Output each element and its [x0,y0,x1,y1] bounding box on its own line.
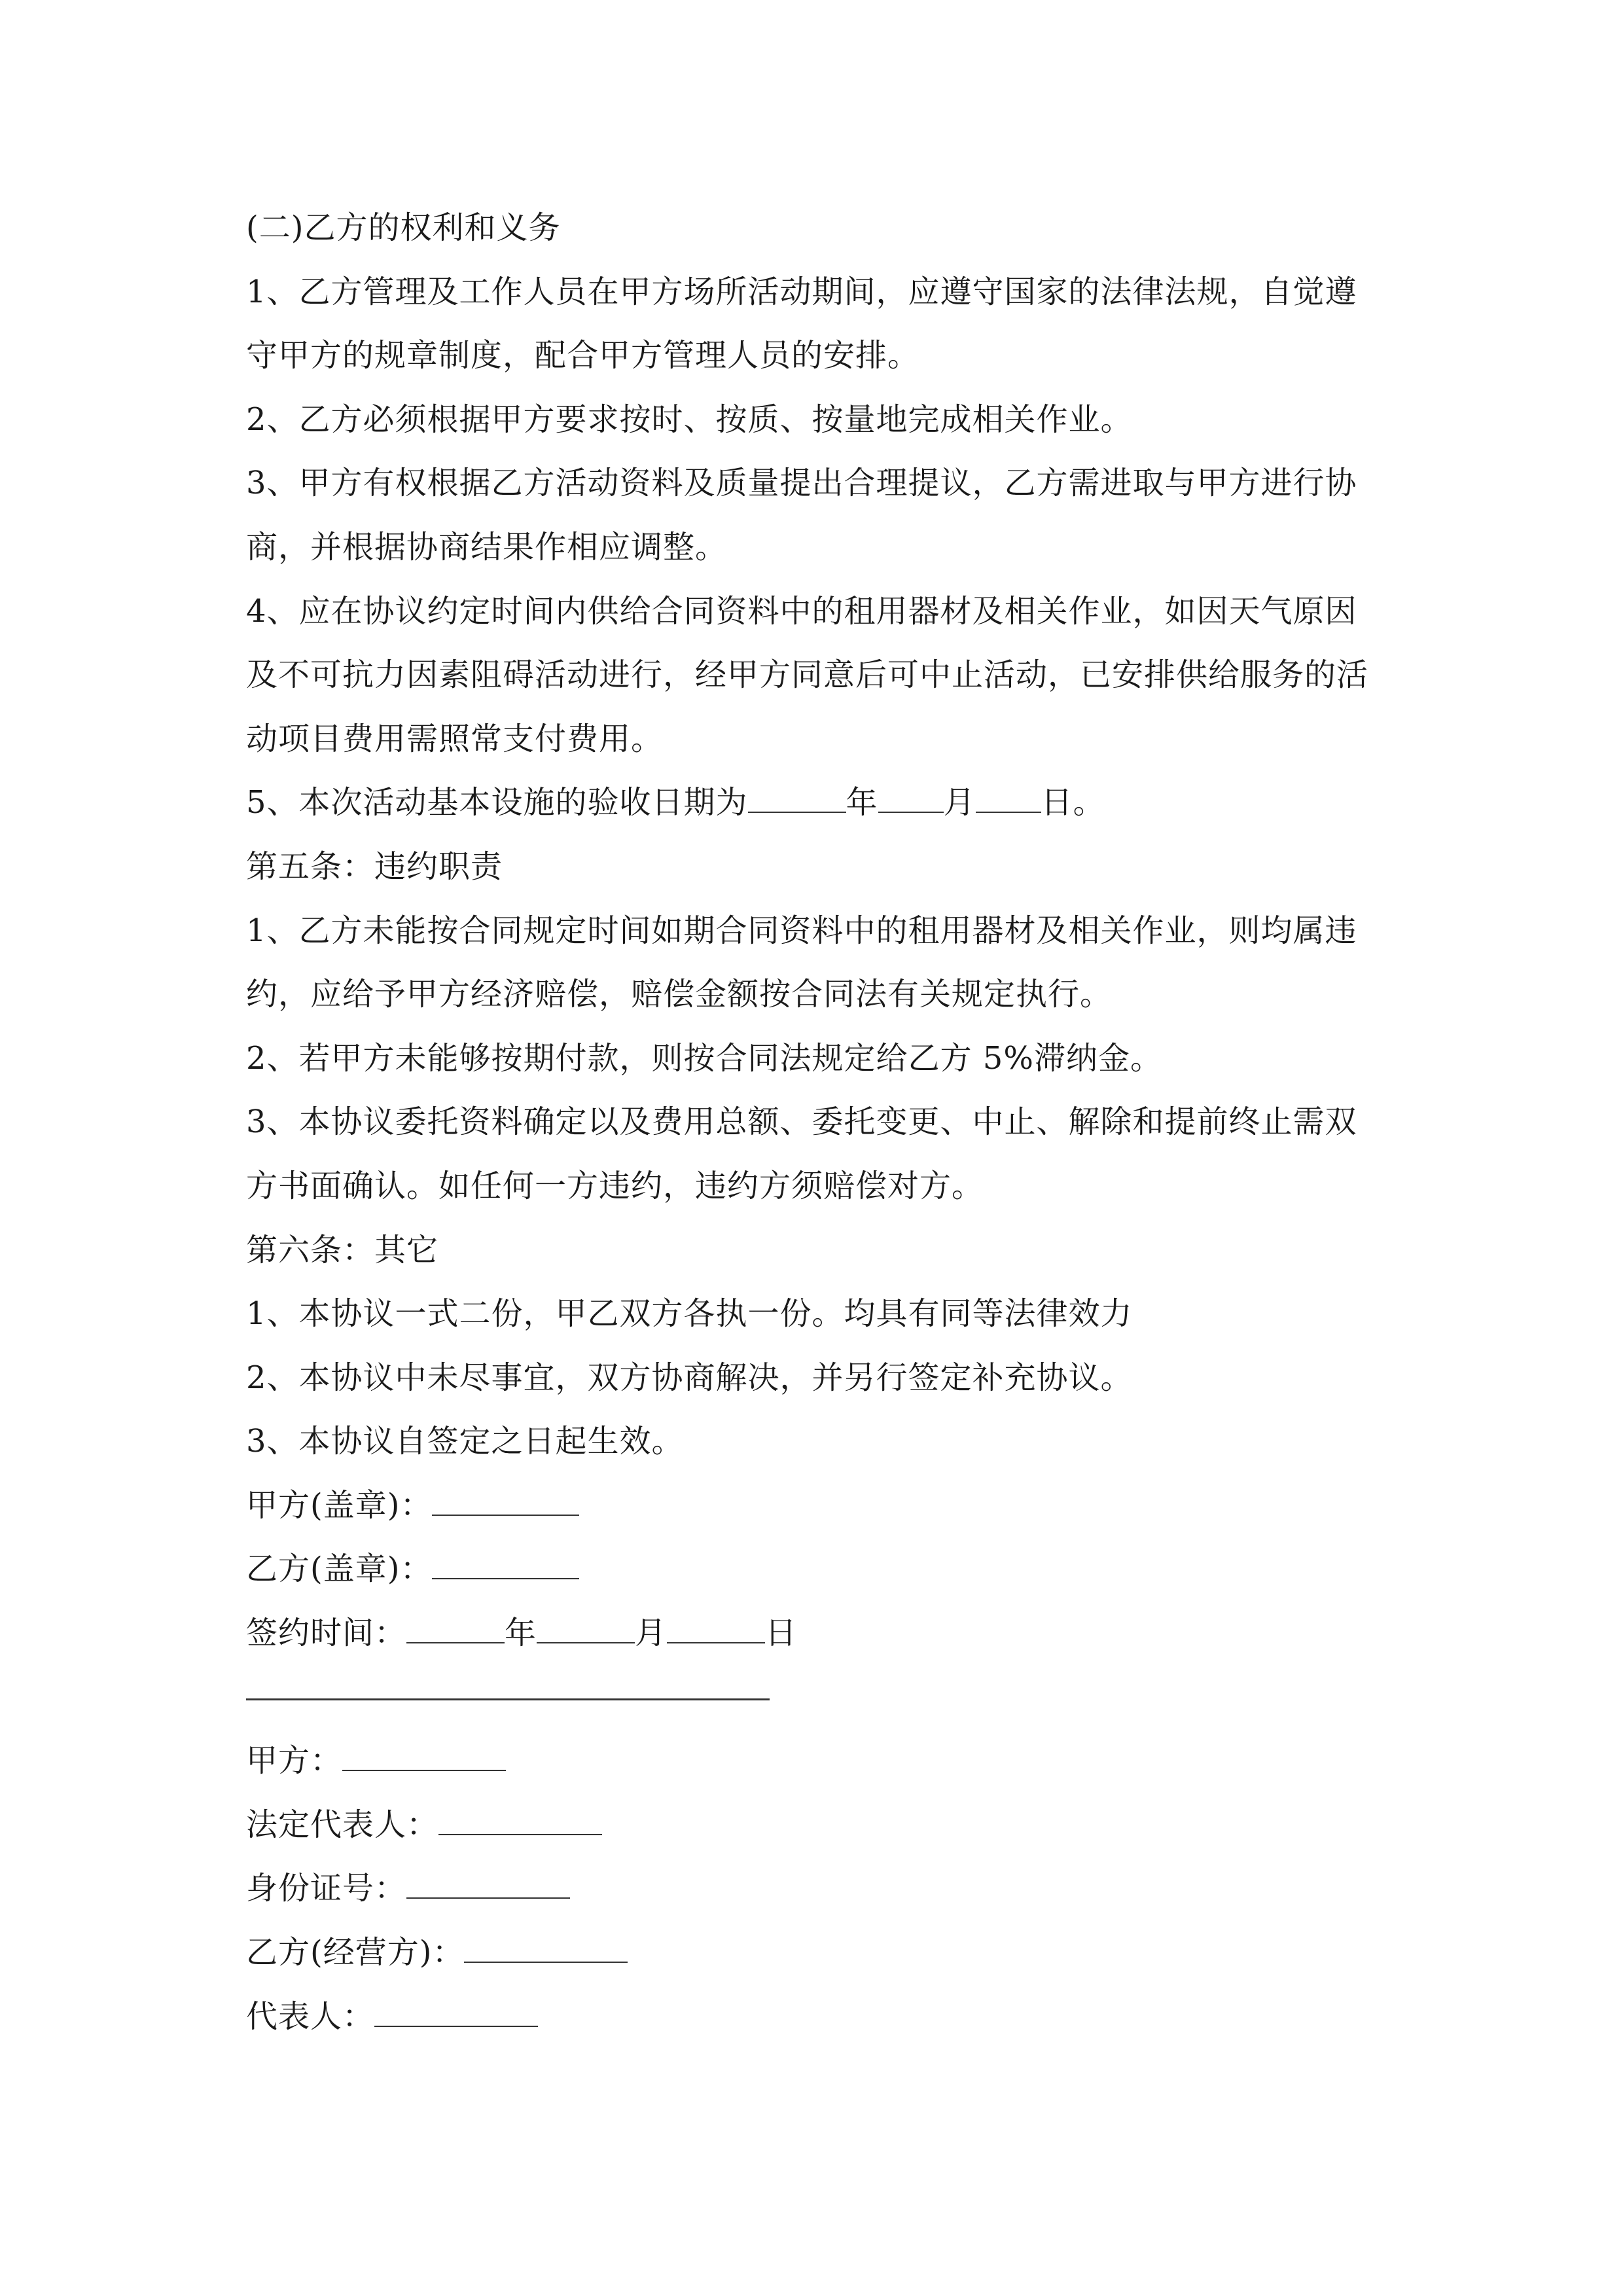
party-a-row [246,1729,1385,1793]
article-5-heading: 第五条：违约职责 [246,848,503,885]
clause-3-line-1: 3、甲方有权根据乙方活动资料及质量提出合理提议，乙方需进取与甲方进行协 [246,465,1357,502]
legal-representative-blank[interactable] [438,1795,602,1835]
signing-day-blank[interactable] [667,1603,765,1643]
article-5-clause-3-line-2: 方书面确认。如任何一方违约，违约方须赔偿对方。 [246,1167,984,1204]
clause-4-line-1: 4、应在协议约定时间内供给合同资料中的租用器材及相关作业，如因天气原因 [246,592,1357,630]
article-6-clause-1: 1、本协议一式二份，甲乙双方各执一份。均具有同等法律效力 [246,1295,1133,1333]
signing-month-label: 月 [635,1615,668,1652]
party-a-blank[interactable] [342,1731,506,1771]
party-a-seal-blank[interactable] [432,1475,579,1516]
party-a-seal-row [246,1474,1385,1538]
legal-representative-row [246,1793,1385,1857]
article-5-clause-1-line-1: 1、乙方未能按合同规定时间如期合同资料中的租用器材及相关作业，则均属违 [246,912,1357,949]
representative-label: 代表人： [246,1998,375,2035]
signing-date-row [246,1602,1385,1666]
article-5-clause-1-line-2: 约，应给予甲方经济赔偿，赔偿金额按合同法有关规定执行。 [246,976,1113,1013]
legal-representative-label: 法定代表人： [246,1806,439,1843]
clause-4-line-3: 动项目费用需照常支付费用。 [246,720,664,757]
acceptance-month-blank[interactable] [878,772,944,813]
article-6-clause-2: 2、本协议中未尽事宜，双方协商解决，并另行签定补充协议。 [246,1359,1133,1396]
section-heading-party-b-rights: (二)乙方的权利和义务 [246,209,561,246]
section-divider [246,1698,770,1700]
party-b-operator-row [246,1921,1385,1985]
id-number-label: 身份证号： [246,1870,407,1907]
party-b-seal-row [246,1537,1385,1602]
party-b-operator-label: 乙方(经营方)： [246,1934,465,1971]
signing-date-label: 签约时间： [246,1615,407,1652]
clause-1-line-2: 守甲方的规章制度，配合甲方管理人员的安排。 [246,337,920,374]
signing-month-blank[interactable] [537,1603,635,1643]
clause-3-line-2: 商，并根据协商结果作相应调整。 [246,528,728,565]
party-b-seal-blank[interactable] [432,1539,579,1579]
article-6-heading: 第六条：其它 [246,1231,439,1268]
representative-blank[interactable] [374,1986,538,2027]
party-a-seal-label: 甲方(盖章)： [246,1486,433,1524]
id-number-blank[interactable] [406,1858,570,1899]
acceptance-year-label: 年 [846,784,878,821]
acceptance-day-label: 日。 [1041,784,1105,821]
clause-1-line-1: 1、乙方管理及工作人员在甲方场所活动期间，应遵守国家的法律法规，自觉遵 [246,273,1357,310]
clause-5-text: 5、本次活动基本设施的验收日期为 [246,784,748,821]
representative-row [246,1985,1385,2049]
article-6-clause-3: 3、本协议自签定之日起生效。 [246,1423,684,1460]
signing-year-label: 年 [505,1615,537,1652]
acceptance-month-label: 月 [943,784,976,821]
signing-day-label: 日 [765,1615,798,1652]
clause-2: 2、乙方必须根据甲方要求按时、按质、按量地完成相关作业。 [246,401,1133,438]
signing-year-blank[interactable] [406,1603,505,1643]
separator-row [246,1666,1385,1730]
party-b-operator-blank[interactable] [464,1922,628,1963]
acceptance-day-blank[interactable] [976,772,1041,813]
party-a-label: 甲方： [246,1742,343,1780]
id-number-row [246,1857,1385,1921]
article-5-clause-3-line-1: 3、本协议委托资料确定以及费用总额、委托变更、中止、解除和提前终止需双 [246,1103,1357,1141]
clause-5-acceptance-date [246,771,1385,835]
acceptance-year-blank[interactable] [748,772,846,813]
clause-4-line-2: 及不可抗力因素阻碍活动进行，经甲方同意后可中止活动，已安排供给服务的活 [246,656,1369,694]
contract-body [246,196,1385,2049]
party-b-seal-label: 乙方(盖章)： [246,1551,433,1588]
article-5-clause-2: 2、若甲方未能够按期付款，则按合同法规定给乙方 5%滞纳金。 [246,1039,1162,1077]
